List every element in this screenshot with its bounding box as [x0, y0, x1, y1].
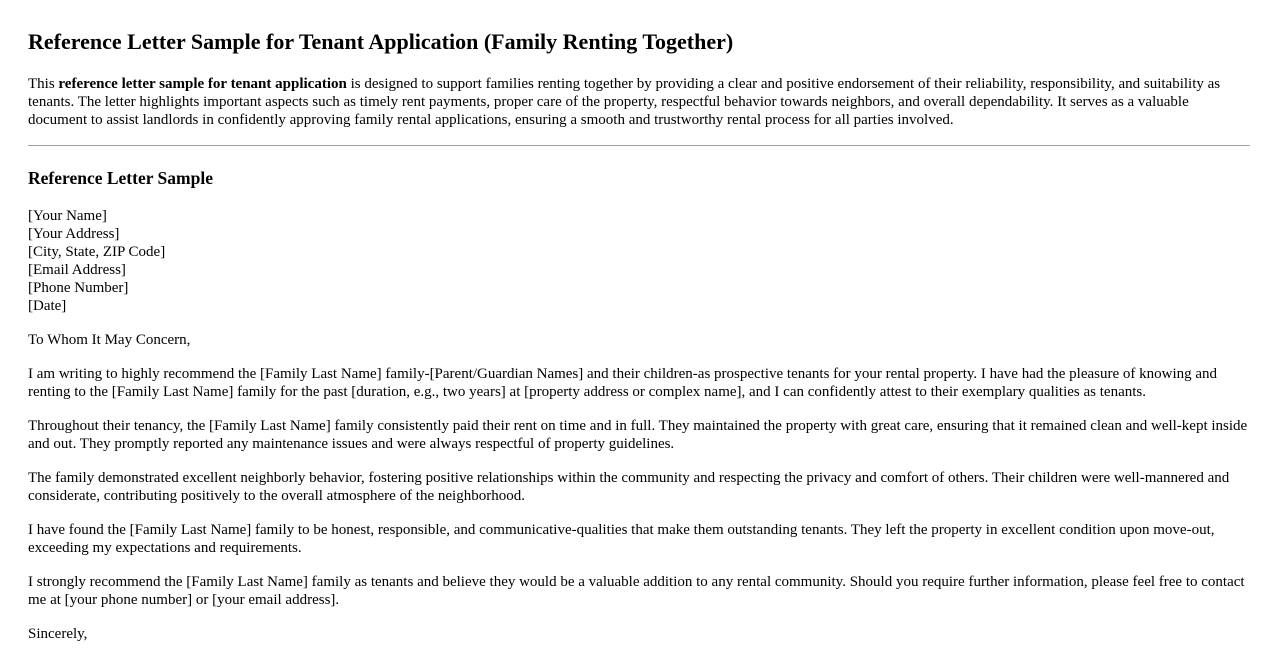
intro-bold-phrase: reference letter sample for tenant application [58, 76, 347, 92]
section-heading: Reference Letter Sample [28, 168, 213, 188]
address-line-email: [Email Address] [28, 262, 126, 278]
letter-paragraph-2: Throughout their tenancy, the [Family Last Name] family consistently paid their rent on time and in full. They maintained the property with great care, ensuring that it remained clean and well-kept inside and out. They promptly reported any maintenance issues and were always respectful of property guidelines. [28, 418, 1248, 452]
letter-paragraph-1: I am writing to highly recommend the [Family Last Name] family-[Parent/Guardian Names] and their children-as prospective tenants for your rental property. I have had the pleasure of knowing and renting to the [Family Last Name] family for the past [duration, e.g., two years] at [property address or complex name], and I can confidently attest to their exemplary qualities as tenants. [28, 366, 1218, 400]
address-line-date: [Date] [28, 298, 67, 314]
address-line-city: [City, State, ZIP Code] [28, 244, 166, 260]
intro-prefix: This [28, 76, 59, 92]
address-line-phone: [Phone Number] [28, 280, 129, 296]
sender-address-block [28, 207, 1250, 315]
address-line-name: [Your Name] [28, 208, 107, 224]
page-title: Reference Letter Sample for Tenant Application (Family Renting Together) [28, 29, 734, 54]
intro-suffix: is designed to support families renting together by providing a clear and positive endorsement of their reliability, responsibility, and suitability as tenants. The letter highlights important aspects such as timely rent payments, proper care of the property, respectful behavior towards neighbors, and overall dependability. It serves as a valuable document to assist landlords in confidently approving family rental applications, ensuring a smooth and trustworthy rental process for all parties involved. [28, 76, 1221, 128]
letter-paragraph-3: The family demonstrated excellent neighborly behavior, fostering positive relationships within the community and respecting the privacy and comfort of others. Their children were well-mannered and considerate, contributing positively to the overall atmosphere of the neighborhood. [28, 470, 1230, 504]
letter-closing: Sincerely, [28, 626, 88, 642]
intro-paragraph [28, 75, 1250, 129]
section-divider [28, 145, 1250, 146]
address-line-address: [Your Address] [28, 226, 120, 242]
salutation: To Whom It May Concern, [28, 332, 191, 348]
letter-paragraph-4: I have found the [Family Last Name] family to be honest, responsible, and communicative-qualities that make them outstanding tenants. They left the property in excellent condition upon move-out, exceeding my expectations and requirements. [28, 522, 1215, 556]
letter-paragraph-5: I strongly recommend the [Family Last Name] family as tenants and believe they would be a valuable addition to any rental community. Should you require further information, please feel free to contact me at [your phone number] or [your email address]. [28, 574, 1245, 608]
